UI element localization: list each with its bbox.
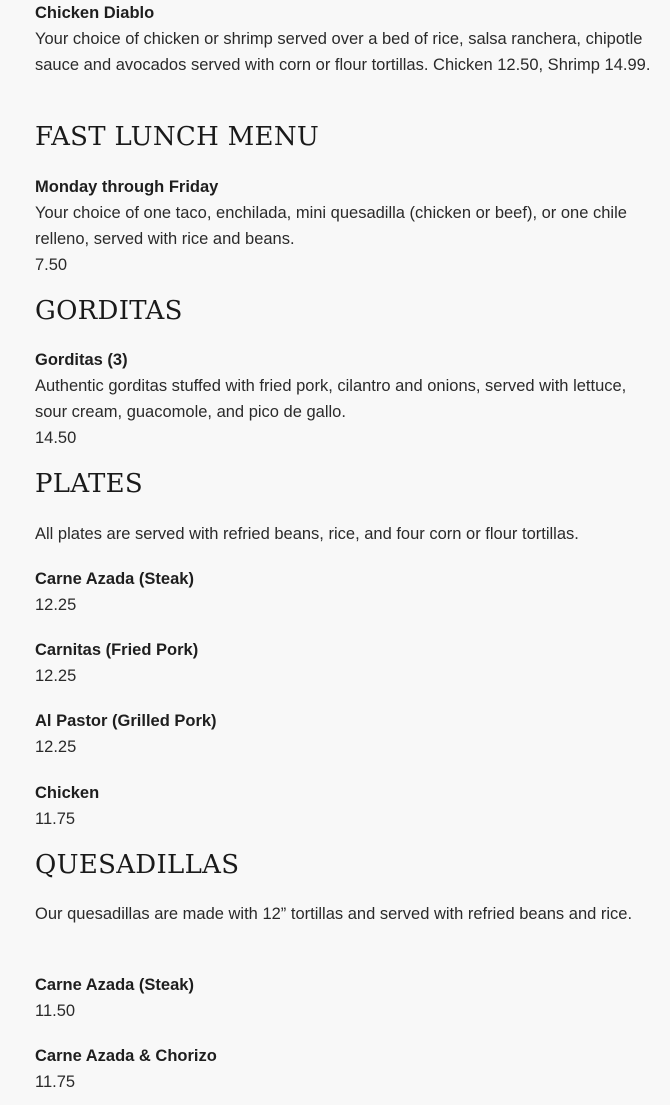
item-price: 11.75 xyxy=(35,1073,76,1091)
plates-note xyxy=(35,521,655,547)
menu-item-quesadilla-carne-azada xyxy=(35,972,655,1024)
section-title: GORDITAS xyxy=(35,296,183,326)
item-name: Carne Azada (Steak) xyxy=(35,976,194,994)
section-gorditas xyxy=(35,295,655,327)
section-title: QUESADILLAS xyxy=(35,850,240,880)
section-note: All plates are served with refried beans, rice, and four corn or flour tortillas. xyxy=(35,525,579,543)
menu-item-fast-lunch xyxy=(35,174,655,278)
menu-item-chicken-diablo xyxy=(35,0,655,78)
section-quesadillas xyxy=(35,849,655,881)
menu-item-chicken xyxy=(35,780,655,832)
section-title: FAST LUNCH MENU xyxy=(35,122,320,152)
section-title: PLATES xyxy=(35,469,144,499)
item-name: Al Pastor (Grilled Pork) xyxy=(35,712,217,730)
menu-item-al-pastor xyxy=(35,708,655,760)
item-name: Carne Azada & Chorizo xyxy=(35,1047,217,1065)
section-plates xyxy=(35,468,655,500)
item-price: 11.75 xyxy=(35,810,76,828)
item-price: 12.25 xyxy=(35,738,77,756)
item-name: Chicken xyxy=(35,784,100,802)
menu-item-carnitas xyxy=(35,637,655,689)
item-description: Your choice of one taco, enchilada, mini quesadilla (chicken or beef), or one chile relleno, served with rice and beans. xyxy=(35,204,627,248)
item-price: 12.25 xyxy=(35,596,77,614)
item-price: 12.25 xyxy=(35,667,77,685)
item-description: Your choice of chicken or shrimp served over a bed of rice, salsa ranchera, chipotle sauce and avocados served with corn or flour tortillas. Chicken 12.50, Shrimp 14.99. xyxy=(35,30,651,74)
item-name: Monday through Friday xyxy=(35,178,219,196)
section-note: Our quesadillas are made with 12” tortillas and served with refried beans and rice. xyxy=(35,905,633,923)
item-name: Carnitas (Fried Pork) xyxy=(35,641,199,659)
menu-item-carne-azada xyxy=(35,566,655,618)
item-name: Gorditas (3) xyxy=(35,351,128,369)
menu-item-gorditas xyxy=(35,347,655,451)
section-fast-lunch xyxy=(35,121,655,153)
item-price: 11.50 xyxy=(35,1002,76,1020)
item-name: Carne Azada (Steak) xyxy=(35,570,194,588)
menu-item-quesadilla-carne-azada-chorizo xyxy=(35,1043,655,1095)
item-price: 14.50 xyxy=(35,429,77,447)
item-price: 7.50 xyxy=(35,256,68,274)
item-description: Authentic gorditas stuffed with fried pork, cilantro and onions, served with lettuce, sour cream, guacomole, and pico de gallo. xyxy=(35,377,627,421)
item-name: Chicken Diablo xyxy=(35,4,155,22)
quesadillas-note xyxy=(35,901,655,927)
